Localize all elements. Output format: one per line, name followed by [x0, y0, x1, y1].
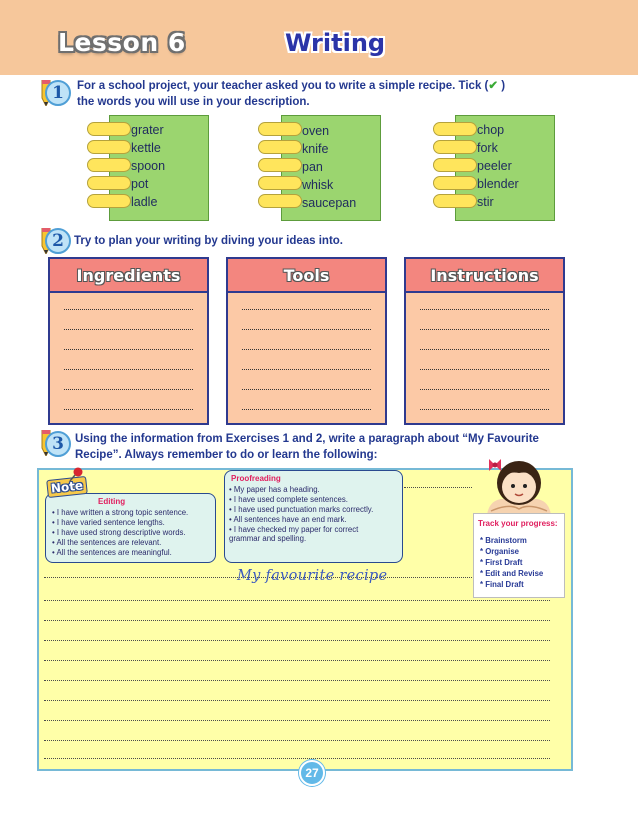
- tick-box[interactable]: [258, 122, 302, 136]
- exercise3-instruction-line2: Recipe”. Always remember to do or learn the following:: [75, 449, 378, 461]
- tick-box[interactable]: [258, 176, 302, 190]
- writing-line[interactable]: [44, 740, 550, 741]
- writing-line[interactable]: [44, 720, 550, 721]
- editing-item: • All the sentences are relevant.: [52, 538, 162, 547]
- progress-title: Track your progress:: [478, 519, 558, 528]
- writing-line[interactable]: [44, 600, 550, 601]
- exercise1-instruction-line1-end: ): [501, 80, 506, 92]
- exercise-number-3: 3: [45, 431, 71, 457]
- writing-line[interactable]: [420, 369, 549, 370]
- checkmark-icon: ✔: [488, 80, 499, 92]
- writing-line[interactable]: [404, 487, 472, 488]
- editing-item: • I have varied sentence lengths.: [52, 518, 165, 527]
- editing-title: Editing: [98, 497, 126, 506]
- writing-line[interactable]: [44, 700, 550, 701]
- exercise-number-1: 1: [45, 80, 71, 106]
- word-item: fork: [477, 141, 498, 155]
- word-item: grater: [131, 123, 164, 137]
- writing-line[interactable]: [44, 680, 550, 681]
- writing-line[interactable]: [242, 349, 371, 350]
- editing-item: • All the sentences are meaningful.: [52, 548, 172, 557]
- proofreading-item: • I have checked my paper for correct: [229, 525, 359, 534]
- plan-box-instructions: [404, 257, 565, 425]
- word-item: whisk: [302, 178, 334, 192]
- proofreading-item: • My paper has a heading.: [229, 485, 320, 494]
- writing-line[interactable]: [420, 329, 549, 330]
- page-number: 27: [299, 760, 325, 786]
- tick-box[interactable]: [87, 158, 131, 172]
- writing-line[interactable]: [420, 409, 549, 410]
- handwritten-heading: My favourite recipe: [237, 568, 388, 584]
- writing-line[interactable]: [242, 389, 371, 390]
- tick-box[interactable]: [87, 194, 131, 208]
- plan-heading-instructions: Instructions: [430, 265, 539, 285]
- note-label: Note: [50, 478, 84, 496]
- word-item: knife: [302, 142, 329, 156]
- proofreading-item: • I have used complete sentences.: [229, 495, 348, 504]
- word-item: ladle: [131, 195, 158, 209]
- word-item: stir: [477, 195, 494, 209]
- tick-box[interactable]: [87, 140, 131, 154]
- progress-item: * Organise: [480, 547, 519, 556]
- exercise1-instruction: [77, 78, 505, 110]
- word-item: saucepan: [302, 196, 357, 210]
- plan-heading-ingredients: Ingredients: [76, 265, 181, 285]
- tick-box[interactable]: [433, 122, 477, 136]
- exercise-number-2: 2: [45, 228, 71, 254]
- writing-line[interactable]: [420, 349, 549, 350]
- writing-line[interactable]: [64, 369, 193, 370]
- proofreading-item: grammar and spelling.: [229, 534, 307, 543]
- writing-line[interactable]: [44, 640, 550, 641]
- writing-line[interactable]: [242, 309, 371, 310]
- word-item: spoon: [131, 159, 166, 173]
- writing-line[interactable]: [64, 409, 193, 410]
- word-item: oven: [302, 124, 330, 138]
- word-item: pot: [131, 177, 149, 191]
- word-item: pan: [302, 160, 323, 174]
- progress-item: * Final Draft: [480, 580, 524, 589]
- tick-box[interactable]: [87, 122, 131, 136]
- tick-box[interactable]: [258, 158, 302, 172]
- writing-line[interactable]: [420, 389, 549, 390]
- proofreading-item: • I have used punctuation marks correctly.: [229, 505, 374, 514]
- exercise3-instruction-line1: Using the information from Exercises 1 and 2, write a paragraph about “My Favourite: [75, 433, 539, 445]
- girl-illustration: [479, 453, 559, 515]
- word-item: peeler: [477, 159, 512, 173]
- tick-box[interactable]: [433, 140, 477, 154]
- writing-line[interactable]: [64, 329, 193, 330]
- writing-line[interactable]: [64, 309, 193, 310]
- word-item: chop: [477, 123, 505, 137]
- writing-line[interactable]: [44, 758, 550, 759]
- writing-line[interactable]: [44, 660, 550, 661]
- progress-item: * Brainstorm: [480, 536, 527, 545]
- lesson-label: Lesson 6: [58, 28, 186, 57]
- writing-line[interactable]: [242, 329, 371, 330]
- tick-box[interactable]: [433, 194, 477, 208]
- exercise1-instruction-line2: the words you will use in your description.: [77, 96, 310, 108]
- pushpin-icon: [68, 466, 84, 482]
- writing-line[interactable]: [64, 349, 193, 350]
- editing-item: • I have used strong descriptive words.: [52, 528, 186, 537]
- writing-line[interactable]: [420, 309, 549, 310]
- proofreading-title: Proofreading: [231, 474, 281, 483]
- plan-heading-tools: Tools: [283, 265, 330, 285]
- tick-box[interactable]: [258, 194, 302, 208]
- exercise2-instruction: Try to plan your writing by diving your ideas into.: [74, 235, 343, 247]
- track-progress-card: [473, 513, 565, 598]
- plan-box-ingredients: [48, 257, 209, 425]
- editing-card: [45, 493, 216, 563]
- tick-box[interactable]: [258, 140, 302, 154]
- tick-box[interactable]: [87, 176, 131, 190]
- writing-line[interactable]: [44, 620, 550, 621]
- tick-box[interactable]: [433, 176, 477, 190]
- page-title: Writing: [285, 29, 386, 57]
- writing-line[interactable]: [242, 409, 371, 410]
- progress-item: * Edit and Revise: [480, 569, 544, 578]
- tick-box[interactable]: [433, 158, 477, 172]
- plan-box-tools: [226, 257, 387, 425]
- exercise3-instruction: [75, 431, 539, 463]
- writing-line[interactable]: [242, 369, 371, 370]
- exercise1-instruction-line1: For a school project, your teacher asked you to write a simple recipe. Tick (: [77, 80, 489, 92]
- word-item: blender: [477, 177, 519, 191]
- editing-item: • I have written a strong topic sentence.: [52, 508, 189, 517]
- writing-line[interactable]: [64, 389, 193, 390]
- progress-item: * First Draft: [480, 558, 523, 567]
- word-item: kettle: [131, 141, 161, 155]
- proofreading-card: [224, 470, 403, 563]
- proofreading-item: • All sentences have an end mark.: [229, 515, 347, 524]
